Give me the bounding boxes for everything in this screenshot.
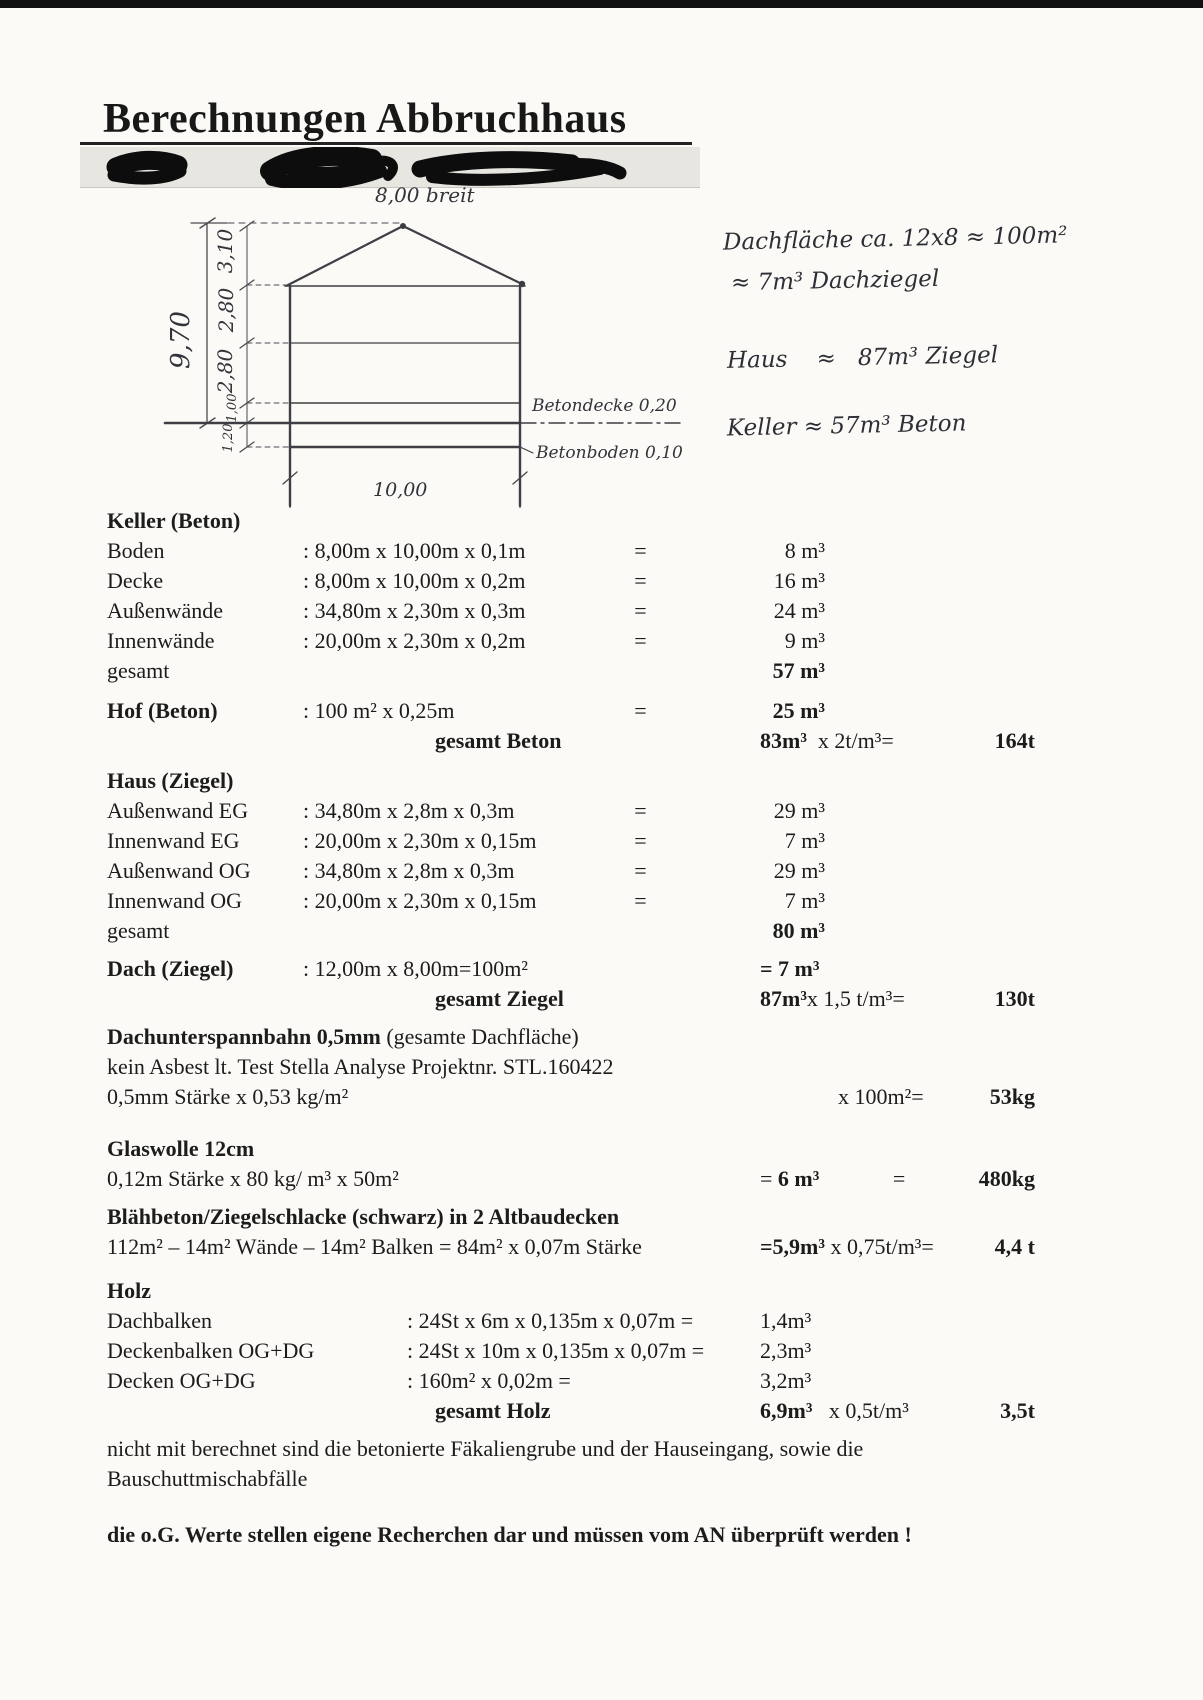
row-value: 9 m³	[784, 628, 825, 653]
table-row	[107, 886, 1035, 916]
total-label: gesamt Beton	[435, 728, 562, 753]
total-calc	[760, 726, 894, 756]
row-value: 1,4m³	[760, 1308, 812, 1333]
row-formula: : 100 m² x 0,25m	[303, 698, 455, 723]
handnote-house-bricks: Haus ≈ 87m³ Ziegel	[726, 342, 999, 374]
row-formula: : 160m² x 0,02m =	[407, 1368, 571, 1393]
row-label: Außenwand OG	[107, 858, 251, 883]
row-value: 8 m³	[784, 538, 825, 563]
table-row	[107, 856, 1035, 886]
house-sketch	[135, 168, 695, 508]
row-label: gesamt	[107, 918, 170, 943]
section-heading-hof: Hof (Beton)	[107, 698, 218, 723]
sketch-bottom-width-dim: 10,00	[373, 479, 428, 501]
row-formula: : 34,80m x 2,30m x 0,3m	[303, 598, 526, 623]
row-label: Deckenbalken OG+DG	[107, 1338, 315, 1363]
page-title: Berechnungen Abbruchhaus	[103, 96, 627, 142]
membrane-calc-line	[107, 1082, 1035, 1112]
handnote-roof-area: Dachfläche ca. 12x8 ≈ 100m²	[722, 222, 1068, 256]
row-label: Außenwände	[107, 598, 224, 623]
sketch-labels	[166, 183, 683, 501]
row-label: Dachbalken	[107, 1308, 213, 1333]
sketch-og-height-dim: 2,80	[214, 287, 238, 333]
handnote-cellar-concrete: Keller ≈ 57m³ Beton	[726, 410, 967, 442]
line-text: 112m² – 14m² Wände – 14m² Balken = 84m² x 0,07m Stärke	[107, 1234, 642, 1259]
sketch-eg-height-dim: 2,80	[213, 348, 237, 394]
row-equals: =	[634, 628, 647, 653]
line-calc: x 100m²=	[838, 1084, 924, 1109]
sketch-roof-height-dim: 3,10	[213, 228, 237, 274]
total-row-beton	[107, 726, 1035, 756]
line-total: 53kg	[989, 1084, 1035, 1109]
disclaimer-line: die o.G. Werte stellen eigene Recherchen dar und müssen vom AN überprüft werden !	[107, 1522, 912, 1547]
table-row	[107, 826, 1035, 856]
calc-factor: x 0,75t/m³=	[824, 1234, 934, 1259]
heading-normal-part: (gesamte Dachfläche)	[380, 1024, 579, 1049]
row-formula: : 8,00m x 10,00m x 0,1m	[303, 538, 526, 563]
table-row	[107, 536, 1035, 566]
table-row	[107, 796, 1035, 826]
row-equals: =	[634, 538, 647, 563]
subtotal-row-haus	[107, 916, 1035, 946]
subtotal-row-keller	[107, 656, 1035, 686]
volume-value: 6 m³	[777, 1166, 820, 1191]
total-calc-factor: x 0,5t/m³	[812, 1398, 909, 1423]
footer-note-line1: nicht mit berechnet sind die betonierte Fäkaliengrube und der Hauseingang, sowie die	[107, 1436, 864, 1461]
glaswolle-calc-line	[107, 1164, 1035, 1194]
section-heading-blaehbeton: Blähbeton/Ziegelschlacke (schwarz) in 2 Altbaudecken	[107, 1204, 620, 1229]
total-label: gesamt Ziegel	[435, 986, 564, 1011]
total-row-holz	[107, 1396, 1035, 1426]
total-calc-volume: 83m³	[760, 728, 807, 753]
row-value: 80 m³	[772, 918, 825, 943]
total-calc-volume: 87m³	[760, 986, 807, 1011]
row-label: Boden	[107, 538, 165, 563]
total-calc-factor: x 2t/m³=	[806, 728, 894, 753]
heading-bold-part: Dachunterspannbahn 0,5mm	[107, 1024, 381, 1049]
row-equals: =	[634, 888, 647, 913]
row-equals: =	[634, 698, 647, 723]
row-formula: : 12,00m x 8,00m=100m²	[303, 956, 528, 981]
row-value: = 7 m³	[760, 956, 820, 981]
row-value: 29 m³	[773, 798, 825, 823]
table-row	[107, 626, 1035, 656]
total-weight: 3,5t	[1000, 1398, 1035, 1423]
section-heading-keller: Keller (Beton)	[107, 508, 241, 533]
row-formula: : 20,00m x 2,30m x 0,15m	[303, 888, 537, 913]
sketch-plinth-height-dim: 1,00	[225, 393, 240, 423]
section-heading-membrane	[107, 1022, 1035, 1052]
sketch-width-label: 8,00 breit	[375, 183, 475, 207]
section-heading-haus: Haus (Ziegel)	[107, 768, 234, 793]
total-weight: 164t	[994, 728, 1035, 753]
handnote-roof-tiles: ≈ 7m³ Dachziegel	[730, 265, 940, 297]
row-label: gesamt	[107, 658, 170, 683]
row-equals: =	[634, 568, 647, 593]
table-row-hof	[107, 696, 1035, 726]
blaehbeton-calc-line	[107, 1232, 1035, 1262]
membrane-note-line: kein Asbest lt. Test Stella Analyse Projektnr. STL.160422	[107, 1054, 614, 1079]
equals-sign: =	[892, 1166, 906, 1191]
equals-sign: =	[760, 1166, 778, 1191]
row-formula: : 8,00m x 10,00m x 0,2m	[303, 568, 526, 593]
footer-note-line2: Bauschuttmischabfälle	[107, 1466, 308, 1491]
line-total: 480kg	[978, 1166, 1035, 1191]
row-formula: : 20,00m x 2,30m x 0,2m	[303, 628, 526, 653]
row-equals: =	[634, 828, 647, 853]
title-underline	[80, 142, 692, 145]
line-calc	[760, 1164, 819, 1194]
table-row	[107, 1336, 1035, 1366]
sketch-total-height-dim: 9,70	[166, 311, 196, 369]
total-label: gesamt Holz	[435, 1398, 551, 1423]
line-text: 0,12m Stärke x 80 kg/ m³ x 50m²	[107, 1166, 399, 1191]
scanner-edge-artifact	[0, 0, 1203, 8]
row-formula: : 24St x 6m x 0,135m x 0,07m =	[407, 1308, 694, 1333]
total-weight: 130t	[994, 986, 1035, 1011]
section-heading-dach: Dach (Ziegel)	[107, 956, 234, 981]
table-row	[107, 1366, 1035, 1396]
row-equals: =	[634, 798, 647, 823]
row-label: Decken OG+DG	[107, 1368, 256, 1393]
table-row	[107, 1306, 1035, 1336]
sketch-cellar-height-dim: 1,20	[221, 423, 236, 453]
row-value: 2,3m³	[760, 1338, 812, 1363]
row-equals: =	[634, 858, 647, 883]
row-label: Außenwand EG	[107, 798, 249, 823]
line-text: 0,5mm Stärke x 0,53 kg/m²	[107, 1084, 349, 1109]
total-calc-volume: 6,9m³	[760, 1398, 813, 1423]
row-value: 25 m³	[772, 698, 825, 723]
total-calc	[760, 1396, 909, 1426]
section-heading-holz: Holz	[107, 1278, 151, 1303]
row-value: 3,2m³	[760, 1368, 812, 1393]
row-value: 7 m³	[784, 828, 825, 853]
sketch-house-outline	[165, 223, 680, 506]
sketch-betonboden-label: Betonboden 0,10	[536, 443, 683, 463]
row-value: 7 m³	[784, 888, 825, 913]
total-calc	[760, 984, 905, 1014]
row-value: 29 m³	[773, 858, 825, 883]
line-total: 4,4 t	[994, 1234, 1035, 1259]
row-label: Innenwand EG	[107, 828, 240, 853]
table-row	[107, 566, 1035, 596]
row-value: 16 m³	[773, 568, 825, 593]
sketch-betondecke-label: Betondecke 0,20	[532, 396, 677, 416]
total-row-ziegel	[107, 984, 1035, 1014]
row-label: Innenwand OG	[107, 888, 243, 913]
row-value: 57 m³	[772, 658, 825, 683]
volume-value: =5,9m³	[760, 1234, 825, 1259]
row-value: 24 m³	[773, 598, 825, 623]
row-formula: : 20,00m x 2,30m x 0,15m	[303, 828, 537, 853]
row-formula: : 34,80m x 2,8m x 0,3m	[303, 858, 515, 883]
row-formula: : 34,80m x 2,8m x 0,3m	[303, 798, 515, 823]
row-equals: =	[634, 598, 647, 623]
total-calc-factor: x 1,5 t/m³=	[806, 986, 905, 1011]
row-label: Decke	[107, 568, 164, 593]
row-formula: : 24St x 10m x 0,135m x 0,07m =	[407, 1338, 705, 1363]
table-row-dach	[107, 954, 1035, 984]
line-calc	[760, 1232, 934, 1262]
section-heading-glaswolle: Glaswolle 12cm	[107, 1136, 255, 1161]
row-label: Innenwände	[107, 628, 215, 653]
calculation-body	[107, 500, 1035, 1550]
table-row	[107, 596, 1035, 626]
